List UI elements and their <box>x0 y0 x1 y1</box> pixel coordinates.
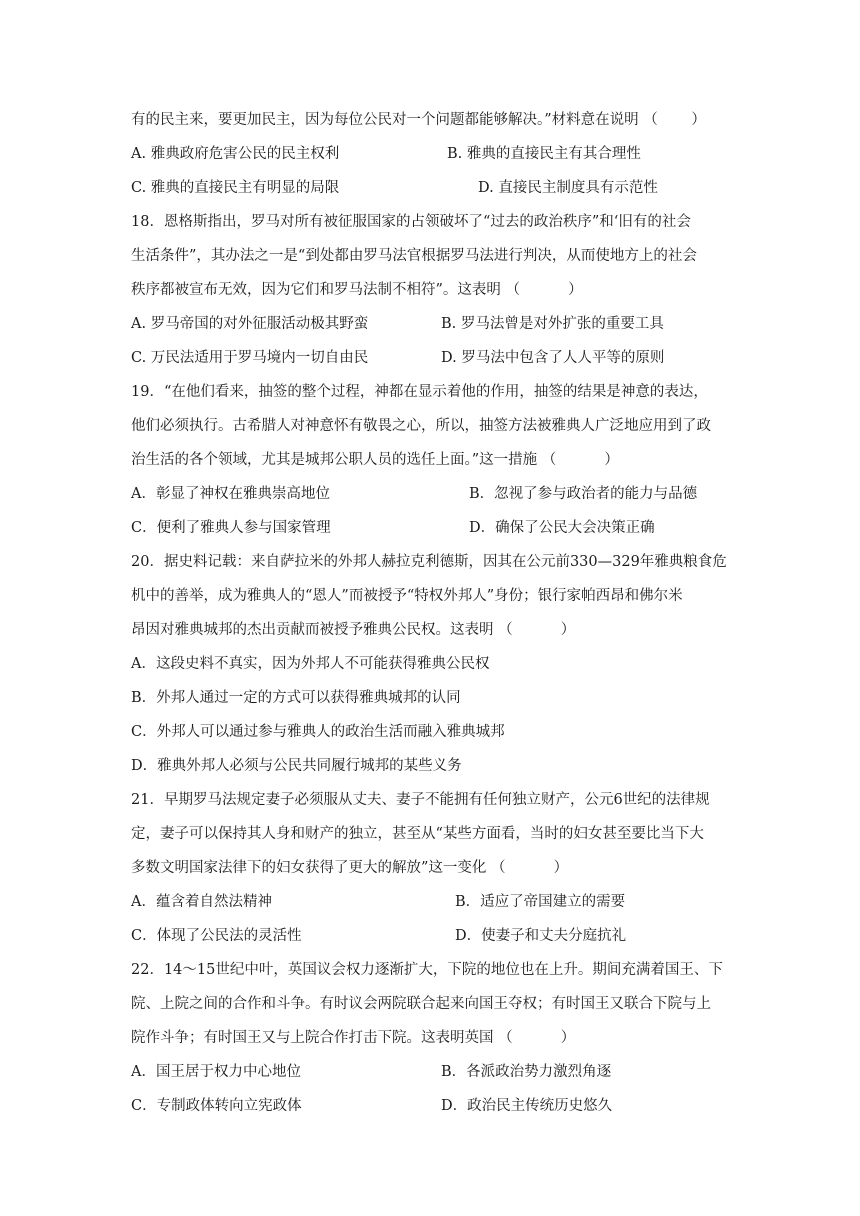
q17-stem-tail: 有的民主来，要更加民主，因为每位公民对一个问题都能够解决。”材料意在说明 （ ） <box>131 112 706 128</box>
q22-option-b: B．各派政治势力激烈角逐 <box>441 1064 612 1080</box>
q19-option-a: A．彰显了神权在雅典崇高地位 <box>131 486 330 502</box>
q18-stem-line1: 18．恩格斯指出，罗马对所有被征服国家的占领破坏了“过去的政治秩序”和‘旧有的社会 <box>131 214 691 230</box>
q19-option-d: D．确保了公民大会决策正确 <box>469 520 655 536</box>
q20-option-d: D．雅典外邦人必须与公民共同履行城邦的某些义务 <box>131 758 462 774</box>
q22-option-d: D．政治民主传统历史悠久 <box>441 1098 613 1114</box>
q22-stem-line3: 院作斗争；有时国王又与上院合作打击下院。这表明英国 （ ） <box>131 1030 576 1046</box>
q20-stem-line1: 20．据史料记载：来自萨拉米的外邦人赫拉克利德斯，因其在公元前330—329年雅典粮食危 <box>131 554 727 570</box>
q19-stem-line2: 他们必须执行。古希腊人对神意怀有敬畏之心，所以，抽签方法被雅典人广泛地应用到了政 <box>131 418 711 434</box>
q17-option-b: B. 雅典的直接民主有其合理性 <box>447 146 641 162</box>
q17-option-c: C. 雅典的直接民主有明显的局限 <box>131 180 340 196</box>
q20-stem-line2: 机中的善举，成为雅典人的“恩人”而被授予“特权外邦人”身份；银行家帕西昂和佛尔米 <box>131 588 683 604</box>
q17-option-d: D. 直接民主制度具有示范性 <box>478 180 658 196</box>
q19-stem-line3: 治生活的各个领域，尤其是城邦公职人员的选任上面。”这一措施 （ ） <box>131 452 619 468</box>
q22-option-c: C．专制政体转向立宪政体 <box>131 1098 302 1114</box>
q18-option-c: C. 万民法适用于罗马境内一切自由民 <box>131 350 369 366</box>
q20-option-a: A．这段史料不真实，因为外邦人不可能获得雅典公民权 <box>131 656 490 672</box>
q18-option-d: D. 罗马法中包含了人人平等的原则 <box>441 350 665 366</box>
q20-option-c: C．外邦人可以通过参与雅典人的政治生活而融入雅典城邦 <box>131 724 505 740</box>
q20-stem-line3: 昂因对雅典城邦的杰出贡献而被授予雅典公民权。这表明 （ ） <box>131 622 576 638</box>
q18-stem-line2: 生活条件”，其办法之一是“到处都由罗马法官根据罗马法进行判决，从而使地方上的社会 <box>131 248 697 264</box>
q20-option-b: B．外邦人通过一定的方式可以获得雅典城邦的认同 <box>131 690 461 706</box>
q18-option-b: B. 罗马法曾是对外扩张的重要工具 <box>441 316 664 332</box>
q19-option-b: B．忽视了参与政治者的能力与品德 <box>469 486 698 502</box>
q21-stem-line3: 多数文明国家法律下的妇女获得了更大的解放”这一变化 （ ） <box>131 860 569 876</box>
q21-option-c: C．体现了公民法的灵活性 <box>131 928 302 944</box>
q19-option-c: C．便利了雅典人参与国家管理 <box>131 520 331 536</box>
q22-stem-line1: 22．14～15世纪中叶，英国议会权力逐渐扩大，下院的地位也在上升。期间充满着国王、下 <box>131 962 723 978</box>
q22-stem-line2: 院、上院之间的合作和斗争。有时议会两院联合起来向国王夺权；有时国王又联合下院与上 <box>131 996 711 1012</box>
q21-option-b: B．适应了帝国建立的需要 <box>455 894 626 910</box>
q22-option-a: A．国王居于权力中心地位 <box>131 1064 301 1080</box>
q21-option-d: D．使妻子和丈夫分庭抗礼 <box>455 928 627 944</box>
q21-stem-line1: 21．早期罗马法规定妻子必须服从丈夫、妻子不能拥有任何独立财产，公元6世纪的法律规 <box>131 792 710 808</box>
q17-option-a: A. 雅典政府危害公民的民主权利 <box>131 146 340 162</box>
q19-stem-line1: 19．“在他们看来，抽签的整个过程，神都在显示着他的作用，抽签的结果是神意的表达， <box>131 384 708 400</box>
q21-option-a: A．蕴含着自然法精神 <box>131 894 272 910</box>
q21-stem-line2: 定，妻子可以保持其人身和财产的独立，甚至从“某些方面看，当时的妇女甚至要比当下大 <box>131 826 704 842</box>
q18-stem-line3: 秩序都被宣布无效，因为它们和罗马法制不相符”。这表明 （ ） <box>131 282 583 298</box>
q18-option-a: A. 罗马帝国的对外征服活动极其野蛮 <box>131 316 369 332</box>
